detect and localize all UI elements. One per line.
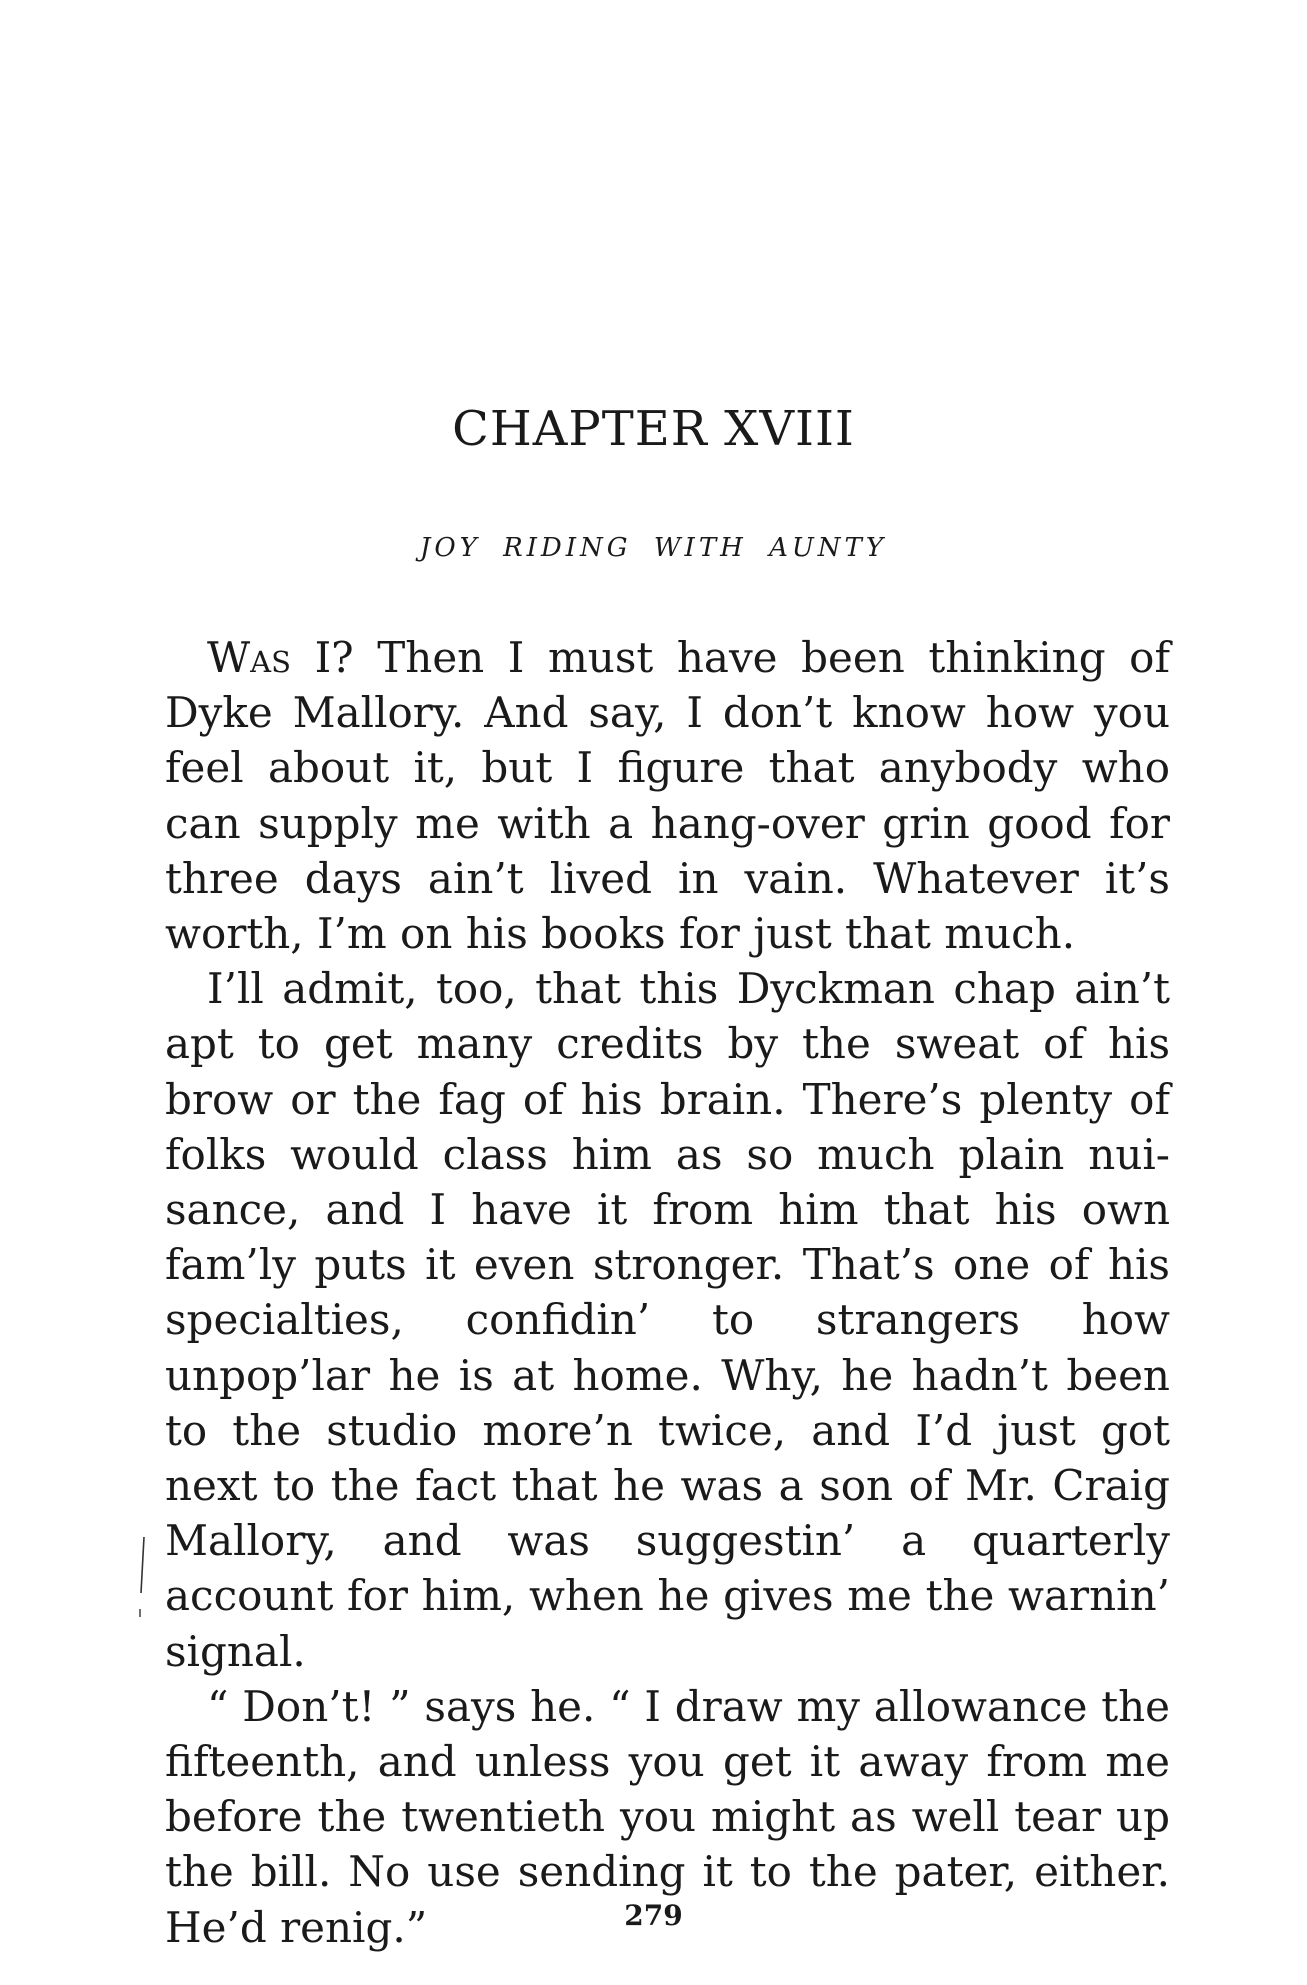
body-text (165, 630, 1170, 1955)
paragraph-3: “ Don’t! ” says he. “ I draw my allowance the fifteenth, and unless you get it away from me before the twentieth you might as well tear up the bill. No use sending it to the pater, either. He’d renig.” (165, 1681, 1170, 1952)
paragraph-2: I’ll admit, too, that this Dyckman chap ain’t apt to get many credits by the sweat of his brow or the fag of his brain. There’s plenty of folks would class him as so much plain nuisance, and I have it from him that his own fam’ly puts it even stronger. That’s one of his specialties, confidin’ to strangers how unpop’lar he is at home. Why, he hadn’t been to the studio more’n twice, and I’d just got next to the fact that he was a son of Mr. Craig Mallory, and was suggestin’ a quarterly account for him, when he gives me the warnin’ signal. (165, 964, 1170, 1676)
paragraph-1-text: I? Then I must have been thinking of Dyke Mallory. And say, I don’t know how you feel about it, but I figure that anybody who can supply me with a hang-over grin good for three days ain’t lived in vain. Whatever it’s worth, I’m on his books for just that much. (165, 633, 1170, 959)
paragraph-1-lead: Was (207, 633, 291, 682)
margin-pencil-mark (138, 1535, 146, 1625)
page-number: 279 (624, 1899, 683, 1932)
paragraph-1 (165, 630, 1170, 961)
chapter-subtitle: JOY RIDING WITH AUNTY (419, 533, 888, 563)
chapter-title: CHAPTER XVIII (452, 401, 855, 457)
